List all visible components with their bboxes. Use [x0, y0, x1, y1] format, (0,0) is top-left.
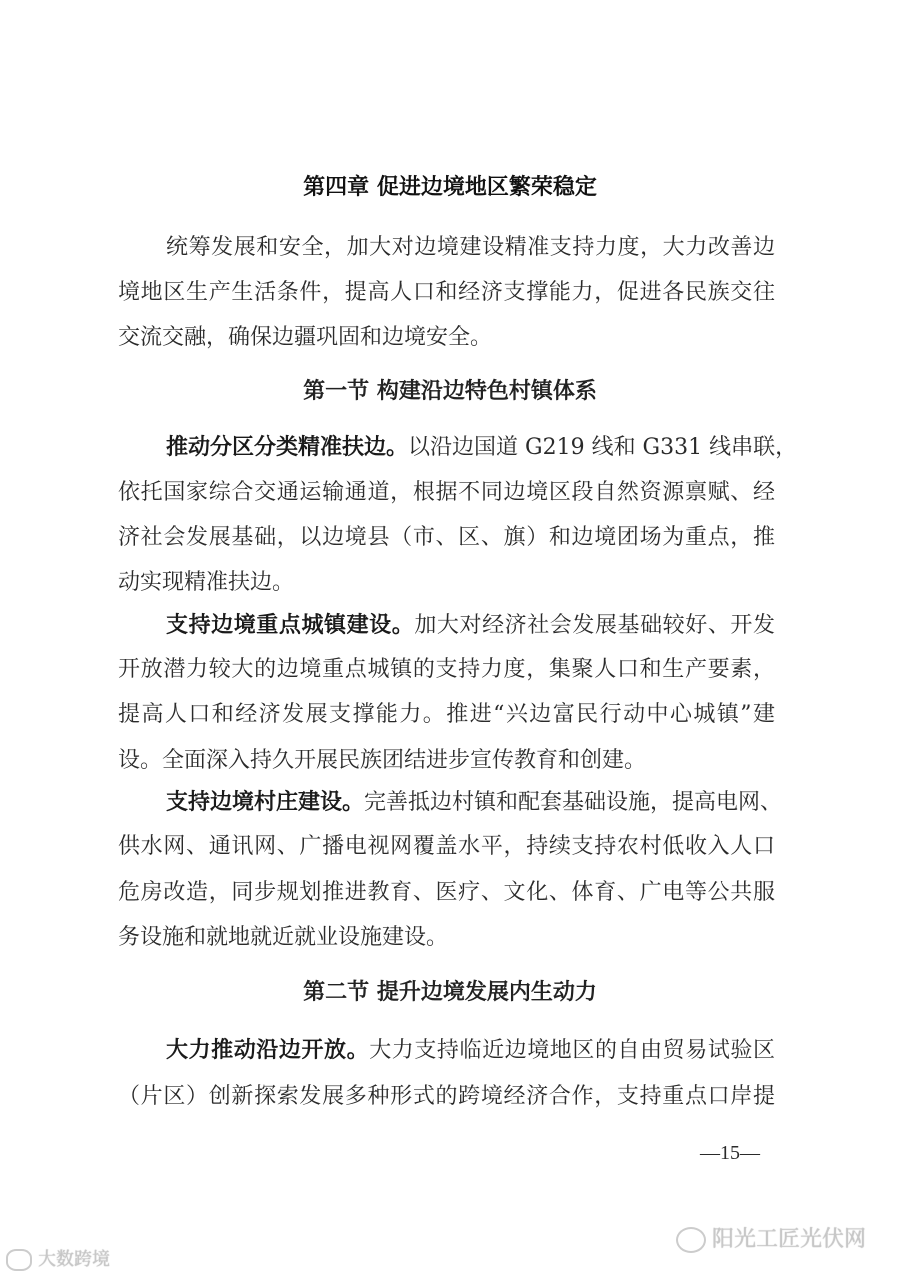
section-title: 第一节 构建沿边特色村镇体系: [303, 378, 597, 404]
paragraph-lead: 推动分区分类精准扶边。: [166, 434, 409, 460]
intro-line: 交流交融，确保边疆巩固和边境安全。: [118, 325, 493, 350]
wechat-icon: [676, 1227, 706, 1253]
paragraph-lead: 大力推动沿边开放。: [166, 1037, 370, 1063]
paragraph-line: [166, 432, 798, 462]
intro-line: 统筹发展和安全，加大对边境建设精准支持力度，大力改善边: [166, 235, 775, 260]
paragraph-line: （片区）创新探索发展多种形式的跨境经济合作，支持重点口岸提: [118, 1084, 775, 1109]
paragraph-lead: 支持边境重点城镇建设。: [166, 612, 415, 638]
paragraph-line: [166, 1035, 775, 1065]
paragraph-line: [166, 610, 775, 640]
paragraph-line: 危房改造，同步规划推进教育、医疗、文化、体育、广电等公共服: [118, 880, 775, 905]
chapter-title: 第四章 促进边境地区繁荣稳定: [303, 175, 597, 200]
paragraph-line: 动实现精准扶边。: [118, 570, 295, 595]
watermark-right: [676, 1222, 866, 1253]
paragraph-lead: 支持边境村庄建设。: [166, 789, 365, 815]
paragraph-text: 完善抵边村镇和配套基础设施，提高电网、: [364, 790, 783, 815]
paragraph-line: 开放潜力较大的边境重点城镇的支持力度，集聚人口和生产要素，: [118, 657, 775, 682]
intro-line: 境地区生产生活条件，提高人口和经济支撑能力，促进各民族交往: [118, 280, 775, 305]
watermark-text: 大数跨境: [38, 1249, 110, 1270]
paragraph-line: [166, 787, 783, 817]
paragraph-line: 提高人口和经济发展支撑能力。推进“兴边富民行动中心城镇”建: [118, 702, 775, 727]
page-number: —15—: [700, 1142, 760, 1164]
paragraph-text: 大力支持临近边境地区的自由贸易试验区: [369, 1038, 775, 1063]
paragraph-text: 以沿边国道 G219 线和 G331 线串联，: [408, 435, 798, 460]
paragraph-line: 供水网、通讯网、广播电视网覆盖水平，持续支持农村低收入人口: [118, 834, 775, 859]
watermark-left: [6, 1245, 110, 1271]
paragraph-line: 务设施和就地就近就业设施建设。: [118, 925, 449, 950]
section-title: 第二节 提升边境发展内生动力: [303, 979, 597, 1005]
paragraph-line: 济社会发展基础，以边境县（市、区、旗）和边境团场为重点，推: [118, 525, 775, 550]
paragraph-line: 依托国家综合交通运输通道，根据不同边境区段自然资源禀赋、经: [118, 480, 775, 505]
logo-icon: [6, 1249, 32, 1271]
paragraph-text: 加大对经济社会发展基础较好、开发: [414, 613, 775, 638]
paragraph-line: 设。全面深入持久开展民族团结进步宣传教育和创建。: [118, 748, 647, 773]
watermark-text: 阳光工匠光伏网: [712, 1227, 867, 1252]
